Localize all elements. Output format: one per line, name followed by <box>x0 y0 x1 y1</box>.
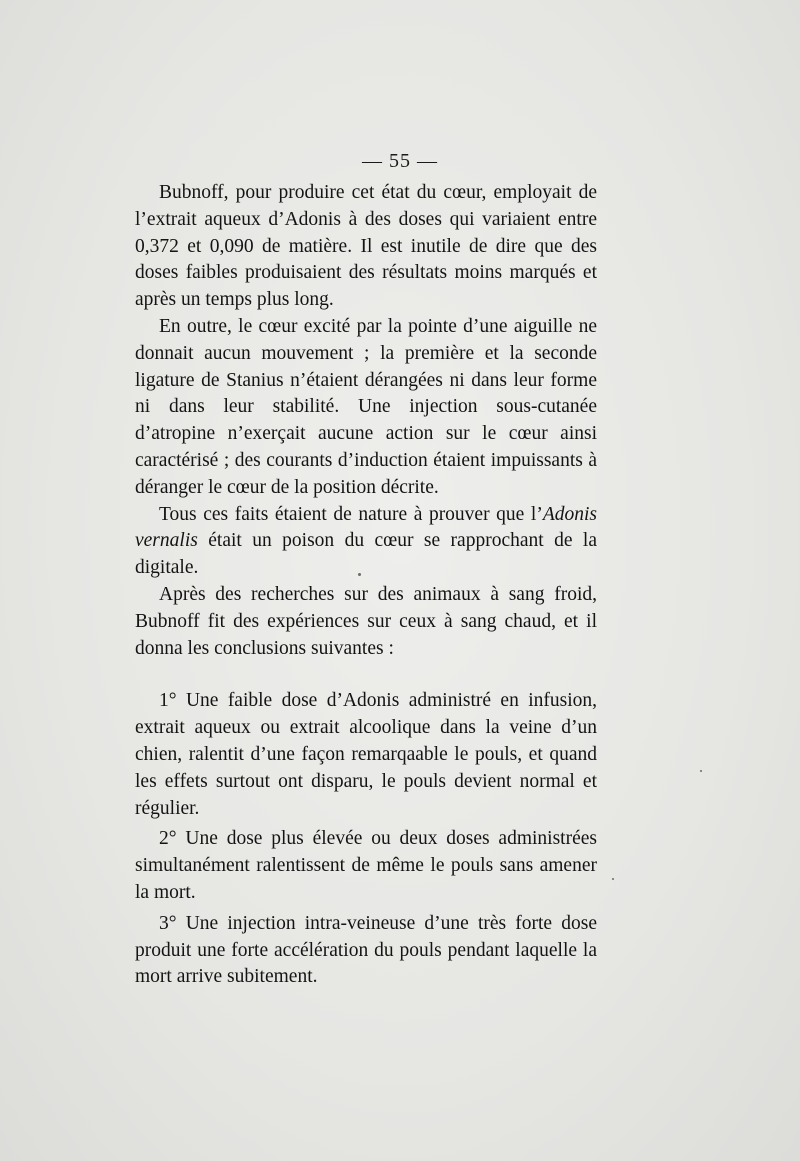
conclusion-3: 3° Une injection intra-veineuse d’une très forte dose produit une forte accélération du pouls pendant laquelle la mort arrive subitement. <box>135 912 597 988</box>
page-number: — 55 — <box>362 150 438 172</box>
paragraph-3 <box>135 502 597 582</box>
paragraph-2: En outre, le cœur excité par la pointe d’une aiguille ne donnait aucun mouvement ; la première et la seconde ligature de Stanius n’étaient dérangées ni dans leur forme ni dans leur stabilité. Une injection sous-cutanée d’atropine n’exerçait aucune action sur le cœur ainsi caractérisé ; des courants d’induction étaient impuissants à déranger le cœur de la position décrite. <box>135 315 597 498</box>
paragraph-3-text-after: était un poison du cœur se rapprochant de la digitale. <box>135 530 597 579</box>
section-gap <box>135 662 597 688</box>
conclusion-1: 1° Une faible dose d’Adonis administré en infusion, extrait aqueux ou extrait alcoolique dans la veine d’un chien, ralentit d’une façon remarqaable le pouls, et quand les effets surtout ont disparu, le pouls devient normal et régulier. <box>135 690 597 819</box>
paragraph-4: Après des recherches sur des animaux à sang froid, Bubnoff fit des expériences sur ceux à sang chaud, et il donna les conclusions suivantes : <box>135 583 597 659</box>
body-text <box>135 180 597 995</box>
paragraph-1: Bubnoff, pour produire cet état du cœur, employait de l’extrait aqueux d’Adonis à des doses qui variaient entre 0,372 et 0,090 de matière. Il est inutile de dire que des doses faibles produisaient des résultats moins marqués et après un temps plus long. <box>135 182 597 311</box>
paragraph-3-text-before: Tous ces faits étaient de nature à prouver que l’ <box>159 503 543 525</box>
conclusion-2: 2° Une dose plus élevée ou deux doses administrées simultanément ralentissent de même le pouls sans amener la mort. <box>135 828 597 903</box>
species-name: Adonis vernalis <box>135 503 597 552</box>
